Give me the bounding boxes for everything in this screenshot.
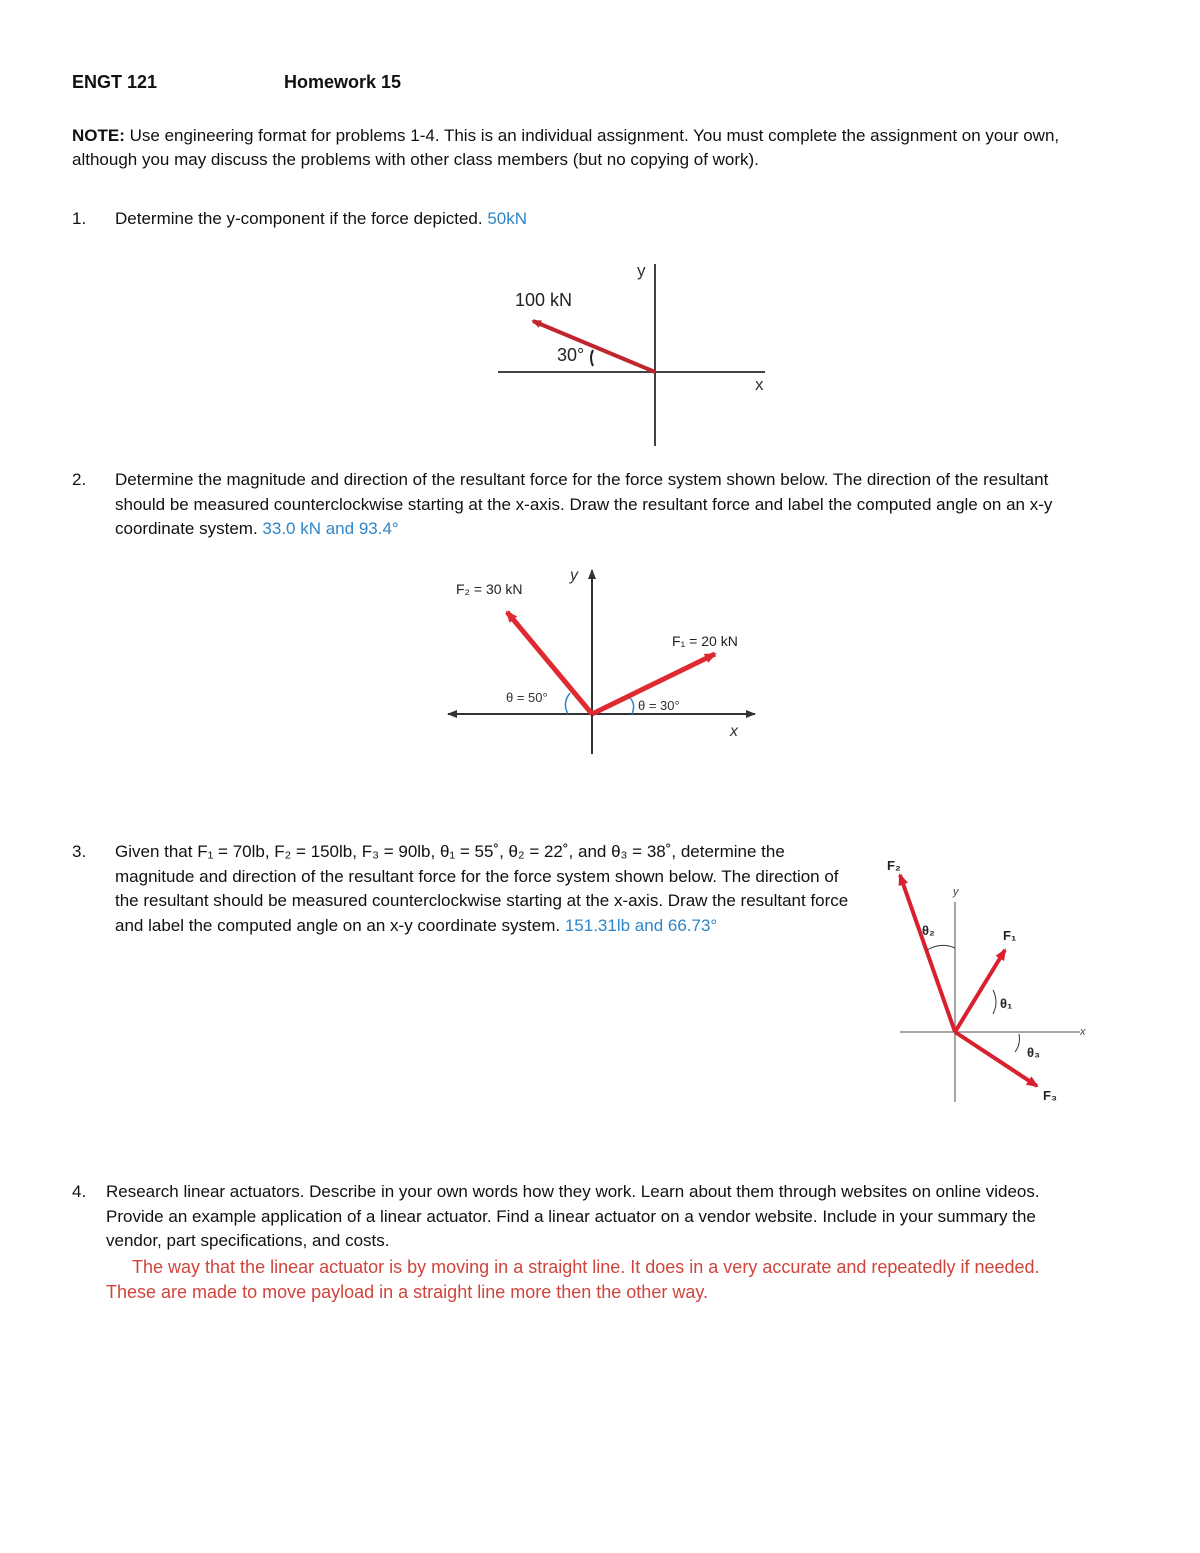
- x-axis-label: x: [755, 375, 764, 394]
- y-axis-label: y: [953, 886, 959, 898]
- theta1-label: θ = 30°: [638, 698, 680, 713]
- problem-number: 4.: [72, 1182, 87, 1201]
- problem-2-figure: [440, 562, 770, 762]
- theta2-label: θ = 50°: [506, 690, 548, 705]
- problem-text: Determine the y-component if the force depicted. 50kN: [115, 209, 528, 228]
- theta1-arc-icon: [630, 698, 634, 714]
- problem-number: 1.: [72, 209, 87, 228]
- problem-4-answer: The way that the linear actuator is by moving in a straight line. It does in a very accurate and repeatedly if needed. These are made to move payload in a straight line more then the other way.: [106, 1257, 1040, 1302]
- f2-label: F₂: [887, 858, 901, 873]
- note-label: NOTE:: [72, 126, 125, 145]
- problem-answer: 33.0 kN and 93.4°: [262, 519, 399, 538]
- f1-label: F₁ = 20 kN: [672, 633, 738, 649]
- force-vector: [533, 321, 655, 372]
- problem-1-figure: [490, 258, 780, 450]
- document-header: [72, 72, 402, 93]
- y-axis-label: y: [570, 567, 578, 584]
- theta2-arc-icon: [927, 945, 955, 950]
- theta2-label: θ₂: [922, 923, 935, 938]
- theta2-arc-icon: [565, 693, 570, 714]
- angle-arc-icon: [591, 350, 593, 366]
- f1-vector: [955, 950, 1005, 1032]
- theta1-label: θ₁: [1000, 996, 1013, 1011]
- y-axis-label: y: [637, 261, 646, 280]
- force-label: 100 kN: [515, 290, 573, 310]
- f3-label: F₃: [1043, 1088, 1057, 1103]
- assignment-note: [72, 124, 1102, 172]
- x-axis-label: x: [1080, 1026, 1086, 1038]
- f3-vector: [955, 1032, 1037, 1086]
- assignment-title: Homework 15: [284, 72, 402, 92]
- problem-number: 3.: [72, 842, 87, 861]
- course-code: ENGT 121: [72, 72, 158, 92]
- f2-label: F₂ = 30 kN: [456, 581, 523, 597]
- problem-3-figure: [875, 850, 1095, 1110]
- theta1-arc-icon: [993, 990, 996, 1014]
- problem-number: 2.: [72, 470, 87, 489]
- theta3-label: θ₃: [1027, 1045, 1041, 1060]
- problem-answer: 151.31lb and 66.73°: [564, 915, 718, 935]
- note-text: Use engineering format for problems 1-4. This is an individual assignment. You must complete the assignment on your own, although you may discuss the problems with other class members (but no copying of work).: [72, 126, 1060, 169]
- theta3-arc-icon: [1015, 1034, 1020, 1052]
- f2-vector: [900, 875, 955, 1032]
- problem-text: Determine the magnitude and direction of the resultant force for the force system shown below. The direction of the resultant should be measured counterclockwise starting at the x-axis. Draw the resultant force and label the computed angle on an x-y coordinate system. 33.0 kN and 93.4°: [115, 470, 1053, 538]
- problem-text: Research linear actuators. Describe in your own words how they work. Learn about them through websites on online videos. Provide an example application of a linear actuator. Find a linear actuator on a vendor website. Include in your summary the vendor, part specifications, and costs.: [106, 1182, 1040, 1250]
- angle-label: 30°: [557, 345, 585, 365]
- problem-text: Given that F₁ = 70lb, F₂ = 150lb, F₃ = 90lb, θ₁ = 55˚, θ₂ = 22˚, and θ₃ = 38˚, determine the magnitude and direction of the resultant force for the force system shown below. The direction of the resultant should be measured counterclockwise starting at the x-axis. Draw the resultant force and label the computed angle on an x-y coordinate system. 151.31lb and 66.73°: [115, 842, 849, 935]
- x-axis-label: x: [730, 723, 738, 740]
- f1-label: F₁: [1003, 928, 1017, 943]
- problem-answer: 50kN: [487, 209, 528, 228]
